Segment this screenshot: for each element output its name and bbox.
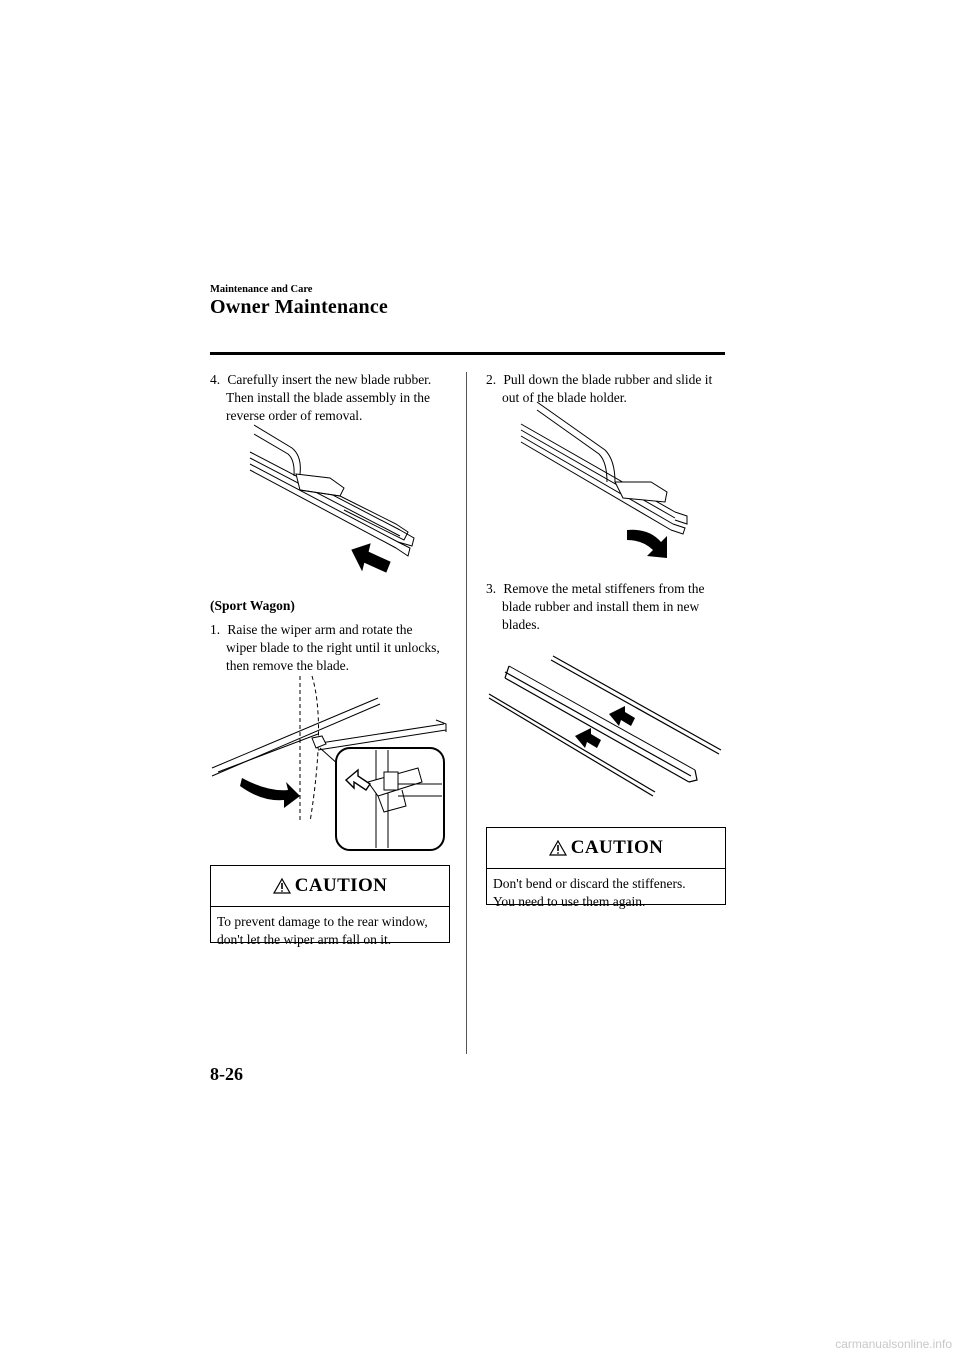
step-text: out of the blade holder. bbox=[502, 390, 627, 405]
rear-wiper-illustration bbox=[208, 672, 450, 854]
step-text: Pull down the blade rubber and slide it bbox=[503, 372, 713, 387]
column-divider bbox=[466, 372, 467, 1054]
caution-box-right bbox=[486, 827, 726, 909]
push-arrow-icon bbox=[352, 544, 390, 572]
step-text: Raise the wiper arm and rotate the bbox=[227, 622, 413, 637]
step-1 bbox=[210, 621, 460, 675]
step-text: Remove the metal stiffeners from the bbox=[503, 581, 705, 596]
step-4 bbox=[210, 371, 460, 425]
step-number: 4. bbox=[210, 372, 221, 387]
caution-header bbox=[211, 866, 449, 907]
caution-box-left bbox=[210, 865, 450, 947]
pull-arrow-icon bbox=[627, 530, 667, 558]
sub-heading: (Sport Wagon) bbox=[210, 598, 295, 613]
step-text: blade rubber and install them in new bbox=[502, 599, 700, 614]
step-number: 2. bbox=[486, 372, 497, 387]
caution-text: To prevent damage to the rear window, bbox=[217, 914, 428, 929]
step-text: wiper blade to the right until it unlocks, bbox=[226, 640, 440, 655]
blade-insert-illustration bbox=[240, 420, 430, 580]
blade-pull-illustration bbox=[515, 398, 695, 566]
stiffener-arrow-icon bbox=[575, 728, 601, 748]
step-3 bbox=[486, 580, 726, 634]
header-rule bbox=[210, 352, 725, 355]
detail-inset bbox=[336, 748, 444, 850]
caution-title: CAUTION bbox=[570, 837, 664, 858]
step-number: 1. bbox=[210, 622, 221, 637]
page-number: 8-26 bbox=[210, 1064, 243, 1084]
rotate-arrow-icon bbox=[240, 778, 300, 808]
stiffeners-illustration bbox=[485, 652, 725, 798]
caution-title: CAUTION bbox=[294, 875, 388, 896]
caution-text: Don't bend or discard the stiffeners. bbox=[493, 876, 686, 891]
caution-text: don't let the wiper arm fall on it. bbox=[217, 932, 392, 947]
caution-text: You need to use them again. bbox=[493, 894, 646, 909]
step-text: reverse order of removal. bbox=[226, 408, 363, 423]
caution-header bbox=[487, 828, 725, 869]
warning-triangle-icon bbox=[549, 840, 567, 856]
page-title: Owner Maintenance bbox=[210, 296, 389, 318]
step-text: blades. bbox=[502, 617, 540, 632]
step-text: then remove the blade. bbox=[226, 658, 349, 673]
section-label: Maintenance and Care bbox=[210, 284, 313, 295]
step-text: Carefully insert the new blade rubber. bbox=[227, 372, 432, 387]
step-text: Then install the blade assembly in the bbox=[226, 390, 430, 405]
step-number: 3. bbox=[486, 581, 497, 596]
stiffener-arrow-icon bbox=[609, 706, 635, 726]
watermark: carmanualsonline.info bbox=[835, 1337, 952, 1351]
warning-triangle-icon bbox=[273, 878, 291, 894]
